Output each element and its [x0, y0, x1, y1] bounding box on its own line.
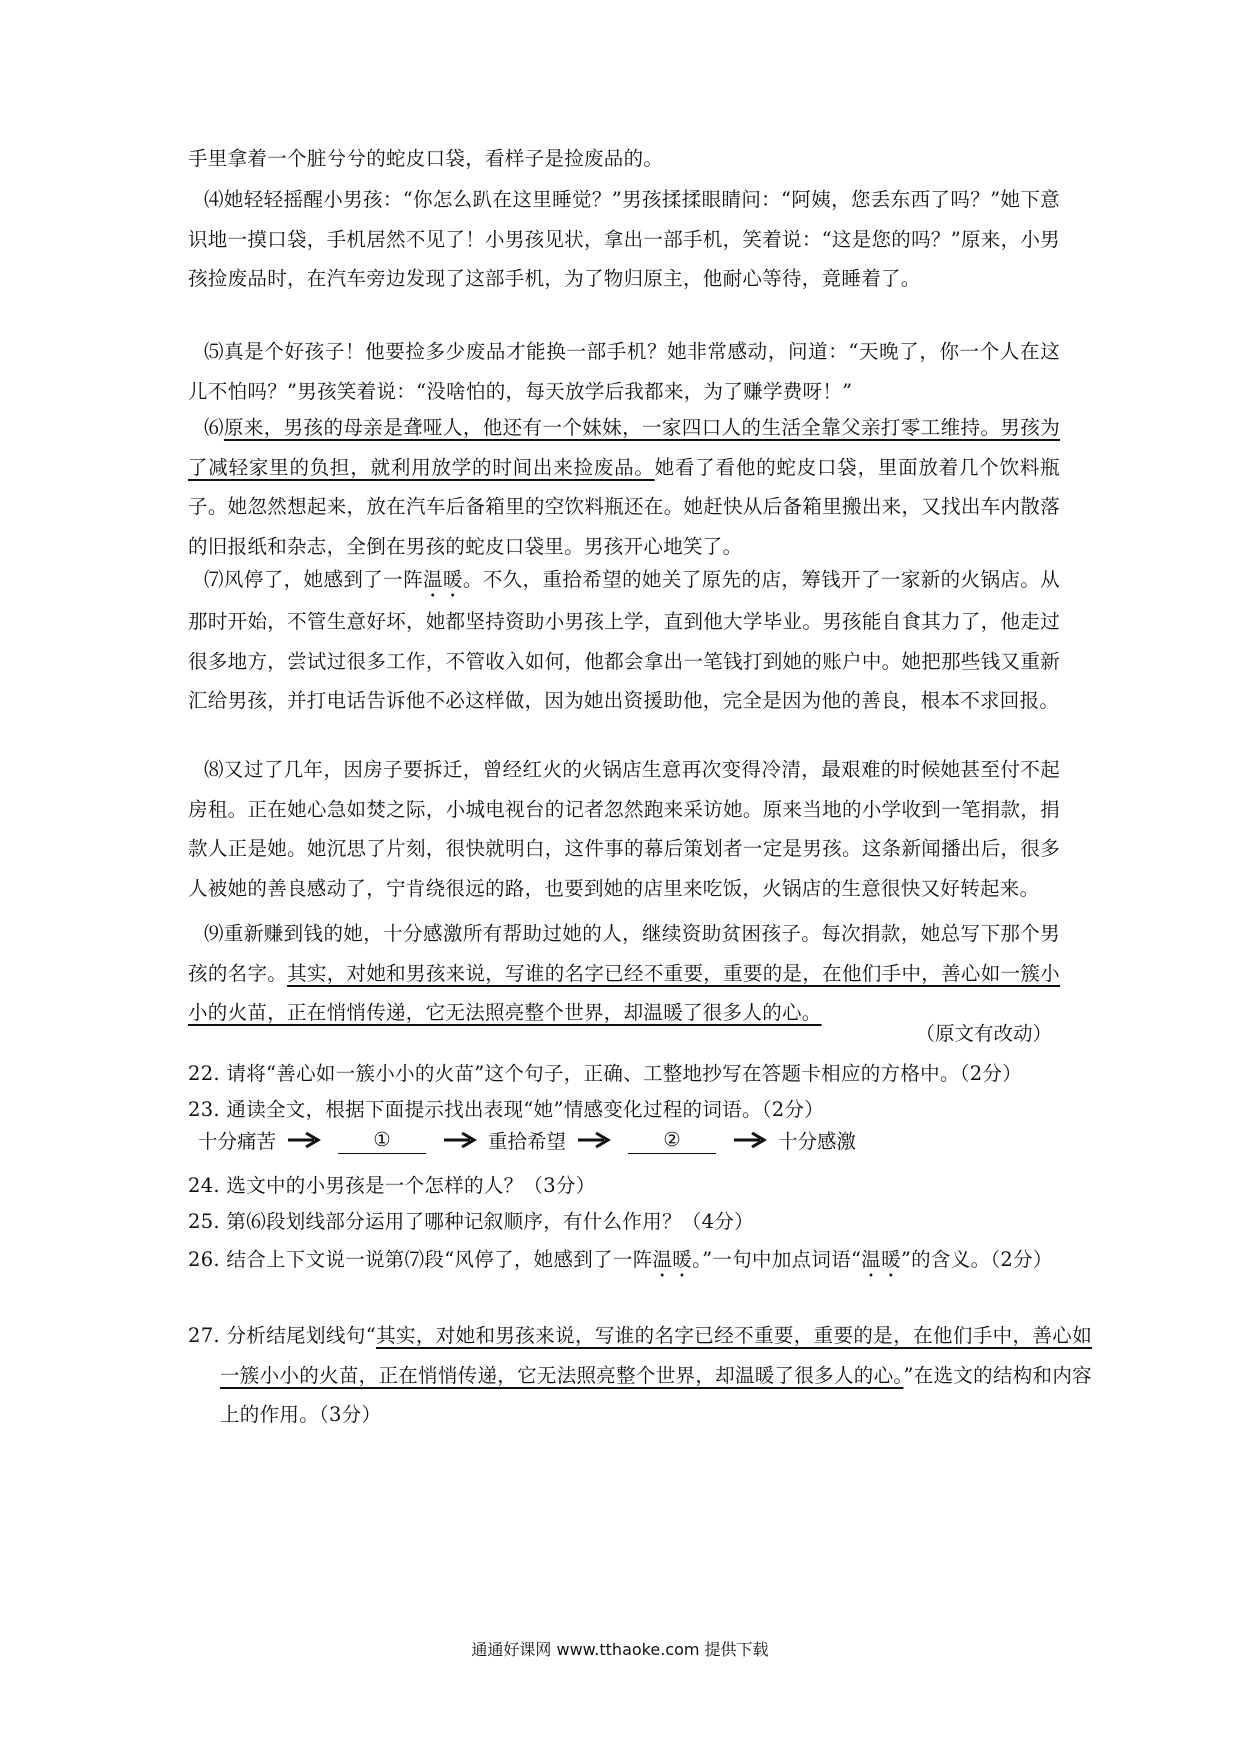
- passage-paragraph-4: ⑷她轻轻摇醒小男孩：“你怎么趴在这里睡觉？”男孩揉揉眼睛问：“阿姨，您丢东西了吗？”她下意识地一摸口袋，手机居然不见了！小男孩见状，拿出一部手机，笑着说：“这是您的吗？”原来，小男孩捡废品时，在汽车旁边发现了这部手机，为了物归原主，他耐心等待，竟睡着了。: [188, 188, 1060, 290]
- question-27: [188, 1316, 1092, 1435]
- arrow-right-icon: [732, 1130, 768, 1150]
- page-footer: 通通好课网 www.tthaoke.com 提供下载: [471, 1640, 769, 1659]
- paragraph-text: 她看了看他的蛇皮口袋，里面放着几个饮料瓶子。她忽然想起来，放在汽车后备箱里的空饮料瓶还在。她赶快从后备箱里搬出来，又找出车内散落的旧报纸和杂志，全倒在男孩的蛇皮口袋里。男孩开心地笑了。: [188, 455, 1060, 558]
- underlined-quote: 其实，对她和男孩来说，写谁的名字已经不重要，重要的是，在他们手中，善心如一簇小小的火苗，正在悄悄传递，它无法照亮整个世界，却温暖了很多人的心。: [220, 1324, 1092, 1387]
- dotted-word: 温暖: [652, 1248, 693, 1271]
- flow-step-3: 十分感激: [778, 1130, 857, 1153]
- question-text: ”的含义。（2分）: [900, 1248, 1053, 1271]
- question-text: 。”一句中加点词语“: [692, 1248, 862, 1271]
- passage-paragraph-8: ⑻又过了几年，因房子要拆迁，曾经红火的火锅店生意再次变得冷清，最艰难的时候她甚至付不起房租。正在她心急如焚之际，小城电视台的记者忽然跑来采访她。原来当地的小学收到一笔捐款，捐款人正是她。她沉思了片刻，很快就明白，这件事的幕后策划者一定是男孩。这条新闻播出后，很多人被她的善良感动了，宁肯绕很远的路，也要到她的店里来吃饭，火锅店的生意很快又好转起来。: [188, 758, 1060, 900]
- paragraph-number: ⑹: [204, 416, 224, 439]
- answer-blank-1[interactable]: ①: [338, 1127, 426, 1154]
- source-note: （原文有改动）: [915, 1022, 1052, 1045]
- question-24: 24. 选文中的小男孩是一个怎样的人？（3分）: [188, 1174, 596, 1197]
- emotion-flow: [194, 1120, 860, 1160]
- passage-paragraph-6: [188, 408, 1060, 566]
- underlined-sentence-p9: 其实，对她和男孩来说，写谁的名字已经不重要，重要的是，在他们手中，善心如一簇小小的火苗，正在悄悄传递，它无法照亮整个世界，却温暖了很多人的心。: [188, 961, 1060, 1024]
- flow-step-1: 十分痛苦: [198, 1130, 277, 1153]
- passage-paragraph-5: ⑸真是个好孩子！他要捡多少废品才能换一部手机？她非常感动，问道：“天晚了，你一个人在这儿不怕吗？”男孩笑着说：“没啥怕的，每天放学后我都来，为了赚学费呀！”: [188, 340, 1060, 403]
- arrow-right-icon: [286, 1130, 322, 1150]
- arrow-right-icon: [576, 1130, 612, 1150]
- passage-paragraph-continued: 手里拿着一个脏兮兮的蛇皮口袋，看样子是捡废品的。: [188, 147, 664, 170]
- arrow-right-icon: [442, 1130, 478, 1150]
- question-22: 22. 请将“善心如一簇小小的火苗”这个句子，正确、工整地抄写在答题卡相应的方格中。（2分）: [188, 1062, 1023, 1085]
- dotted-word: 温暖: [423, 568, 463, 591]
- paragraph-text: 。不久，重拾希望的她关了原先的店，筹钱开了一家新的火锅店。从那时开始，不管生意好坏，她都坚持资助小男孩上学，直到他大学毕业。男孩能自食其力了，他走过很多地方，尝试过很多工作，不管收入如何，他都会拿出一笔钱打到她的账户中。她把那些钱又重新汇给男孩，并打电话告诉他不必这样做，因为她出资援助他，完全是因为他的善良，根本不求回报。: [188, 568, 1060, 712]
- underlined-sentence-p6: 原来，男孩的母亲是聋哑人，他还有一个妹妹，一家四口人的生活全靠父亲打零工维持。男孩为了减轻家里的负担，就利用放学的时间出来捡废品。: [188, 416, 1060, 479]
- question-26: [188, 1240, 1092, 1282]
- passage-paragraph-9: [188, 914, 1060, 1033]
- question-25: 25. 第⑹段划线部分运用了哪种记叙顺序，有什么作用？（4分）: [188, 1210, 754, 1233]
- question-text: 26. 结合上下文说一说第⑺段“风停了，她感到了一阵: [188, 1248, 653, 1271]
- flow-step-2: 重拾希望: [488, 1130, 567, 1153]
- dotted-word: 温暖: [861, 1248, 901, 1271]
- paragraph-text: ⑼重新赚到钱的她，十分感激所有帮助过她的人，继续资助贫困孩子。每次捐款，她总写下那个男孩的名字。: [188, 922, 1060, 985]
- question-23: 23. 通读全文，根据下面提示找出表现“她”情感变化过程的词语。（2分）: [188, 1098, 825, 1121]
- passage-paragraph-7: [188, 560, 1060, 721]
- question-text: ”在选文的结构和内容上的作用。（3分）: [220, 1363, 1092, 1426]
- answer-blank-2[interactable]: ②: [628, 1127, 716, 1154]
- paragraph-text: ⑺风停了，她感到了一阵: [204, 568, 423, 591]
- question-text: 27. 分析结尾划线句“: [188, 1324, 376, 1347]
